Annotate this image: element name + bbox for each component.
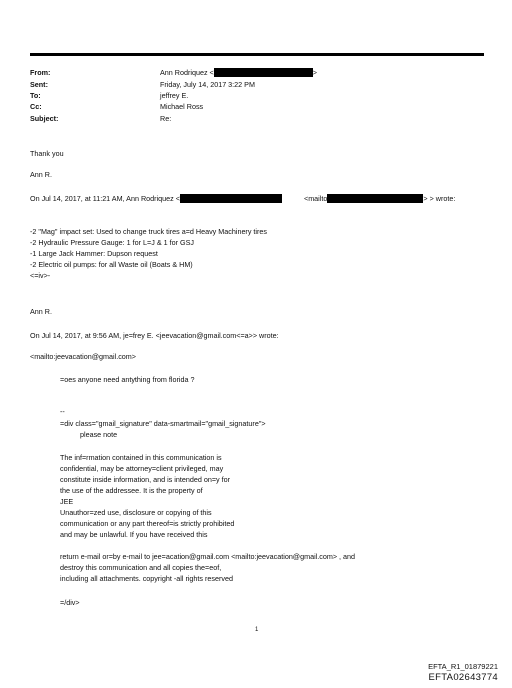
- from-close: >: [312, 68, 317, 77]
- footer-id-2: EFTA02643774: [428, 672, 498, 683]
- sent-value: Friday, July 14, 2017 3:22 PM: [160, 80, 255, 89]
- to-value: jeffrey E.: [160, 91, 189, 100]
- mailto-line: <mailto:jeevacation@gmail.com>: [30, 352, 136, 361]
- list-item: -1 Large Jack Hammer: Dupson request: [30, 249, 158, 258]
- list-item: -2 Hydraulic Pressure Gauge: 1 for L=J & 1 for GSJ: [30, 238, 194, 247]
- list-item: -2 "Mag" impact set: Used to change truck tires a=d Heavy Machinery tires: [30, 227, 267, 236]
- quote-header-2: On Jul 14, 2017, at 9:56 AM, je=frey E. <jeevacation@gmail.com<=a>> wrote:: [30, 331, 279, 340]
- quote-header-1-text: On Jul 14, 2017, at 11:21 AM, Ann Rodriquez <: [30, 194, 180, 203]
- notice-line: constitute inside information, and is intended on=y for: [60, 475, 231, 484]
- signature-ann-2: Ann R.: [30, 307, 52, 316]
- notice-line: Unauthor=zed use, disclosure or copying of this: [60, 508, 212, 517]
- cc-label: Cc:: [30, 102, 42, 111]
- notice-line: and may be unlawful. If you have received this: [60, 530, 208, 539]
- return-line: destroy this communication and all copies the=eof,: [60, 563, 222, 572]
- notice-line: the use of the addressee. It is the property of: [60, 486, 203, 495]
- redaction-box: [327, 194, 423, 203]
- return-line: including all attachments. copyright -all rights reserved: [60, 574, 233, 583]
- div-tag-line: =div class="gmail_signature" data-smartmail="gmail_signature">: [60, 419, 266, 428]
- notice-line: The inf=rmation contained in this communication is: [60, 453, 222, 462]
- dashes-line: --: [60, 407, 65, 416]
- please-note-line: please note: [80, 430, 118, 439]
- signature-ann-1: Ann R.: [30, 170, 52, 179]
- return-line: return e-mail or=by e-mail to jee=acation@gmail.com <mailto:jeevacation@gmail.com> , and: [60, 552, 356, 561]
- mailto-text: <mailto: [304, 194, 328, 203]
- header-rule: [30, 53, 484, 56]
- notice-line: communication or any part thereof=is strictly prohibited: [60, 519, 235, 528]
- redaction-box: [214, 68, 313, 77]
- wrote-text: > > wrote:: [423, 194, 456, 203]
- thank-you-line: Thank you: [30, 149, 64, 158]
- from-label: From:: [30, 68, 51, 77]
- end-div-line: =/div>: [60, 598, 80, 607]
- sent-label: Sent:: [30, 80, 48, 89]
- page-number: 1: [255, 627, 259, 633]
- list-item: -2 Electric oil pumps: for all Waste oil (Boats & HM): [30, 260, 193, 269]
- subject-label: Subject:: [30, 114, 59, 123]
- subject-value: Re:: [160, 114, 172, 123]
- from-value: [160, 68, 317, 77]
- to-label: To:: [30, 91, 41, 100]
- redaction-box: [180, 194, 282, 203]
- from-name: Ann Rodriquez <: [160, 68, 214, 77]
- notice-line: JEE: [60, 497, 74, 506]
- cc-value: Michael Ross: [160, 102, 204, 111]
- list-item: <=iv>-: [30, 271, 51, 280]
- notice-line: confidential, may be attorney=client privileged, may: [60, 464, 224, 473]
- quote-header-1-mailto: [304, 194, 455, 203]
- quote-header-1: [30, 194, 282, 203]
- question-line: =oes anyone need antything from florida ?: [60, 375, 195, 384]
- footer-id-1: EFTA_R1_01879221: [428, 662, 498, 671]
